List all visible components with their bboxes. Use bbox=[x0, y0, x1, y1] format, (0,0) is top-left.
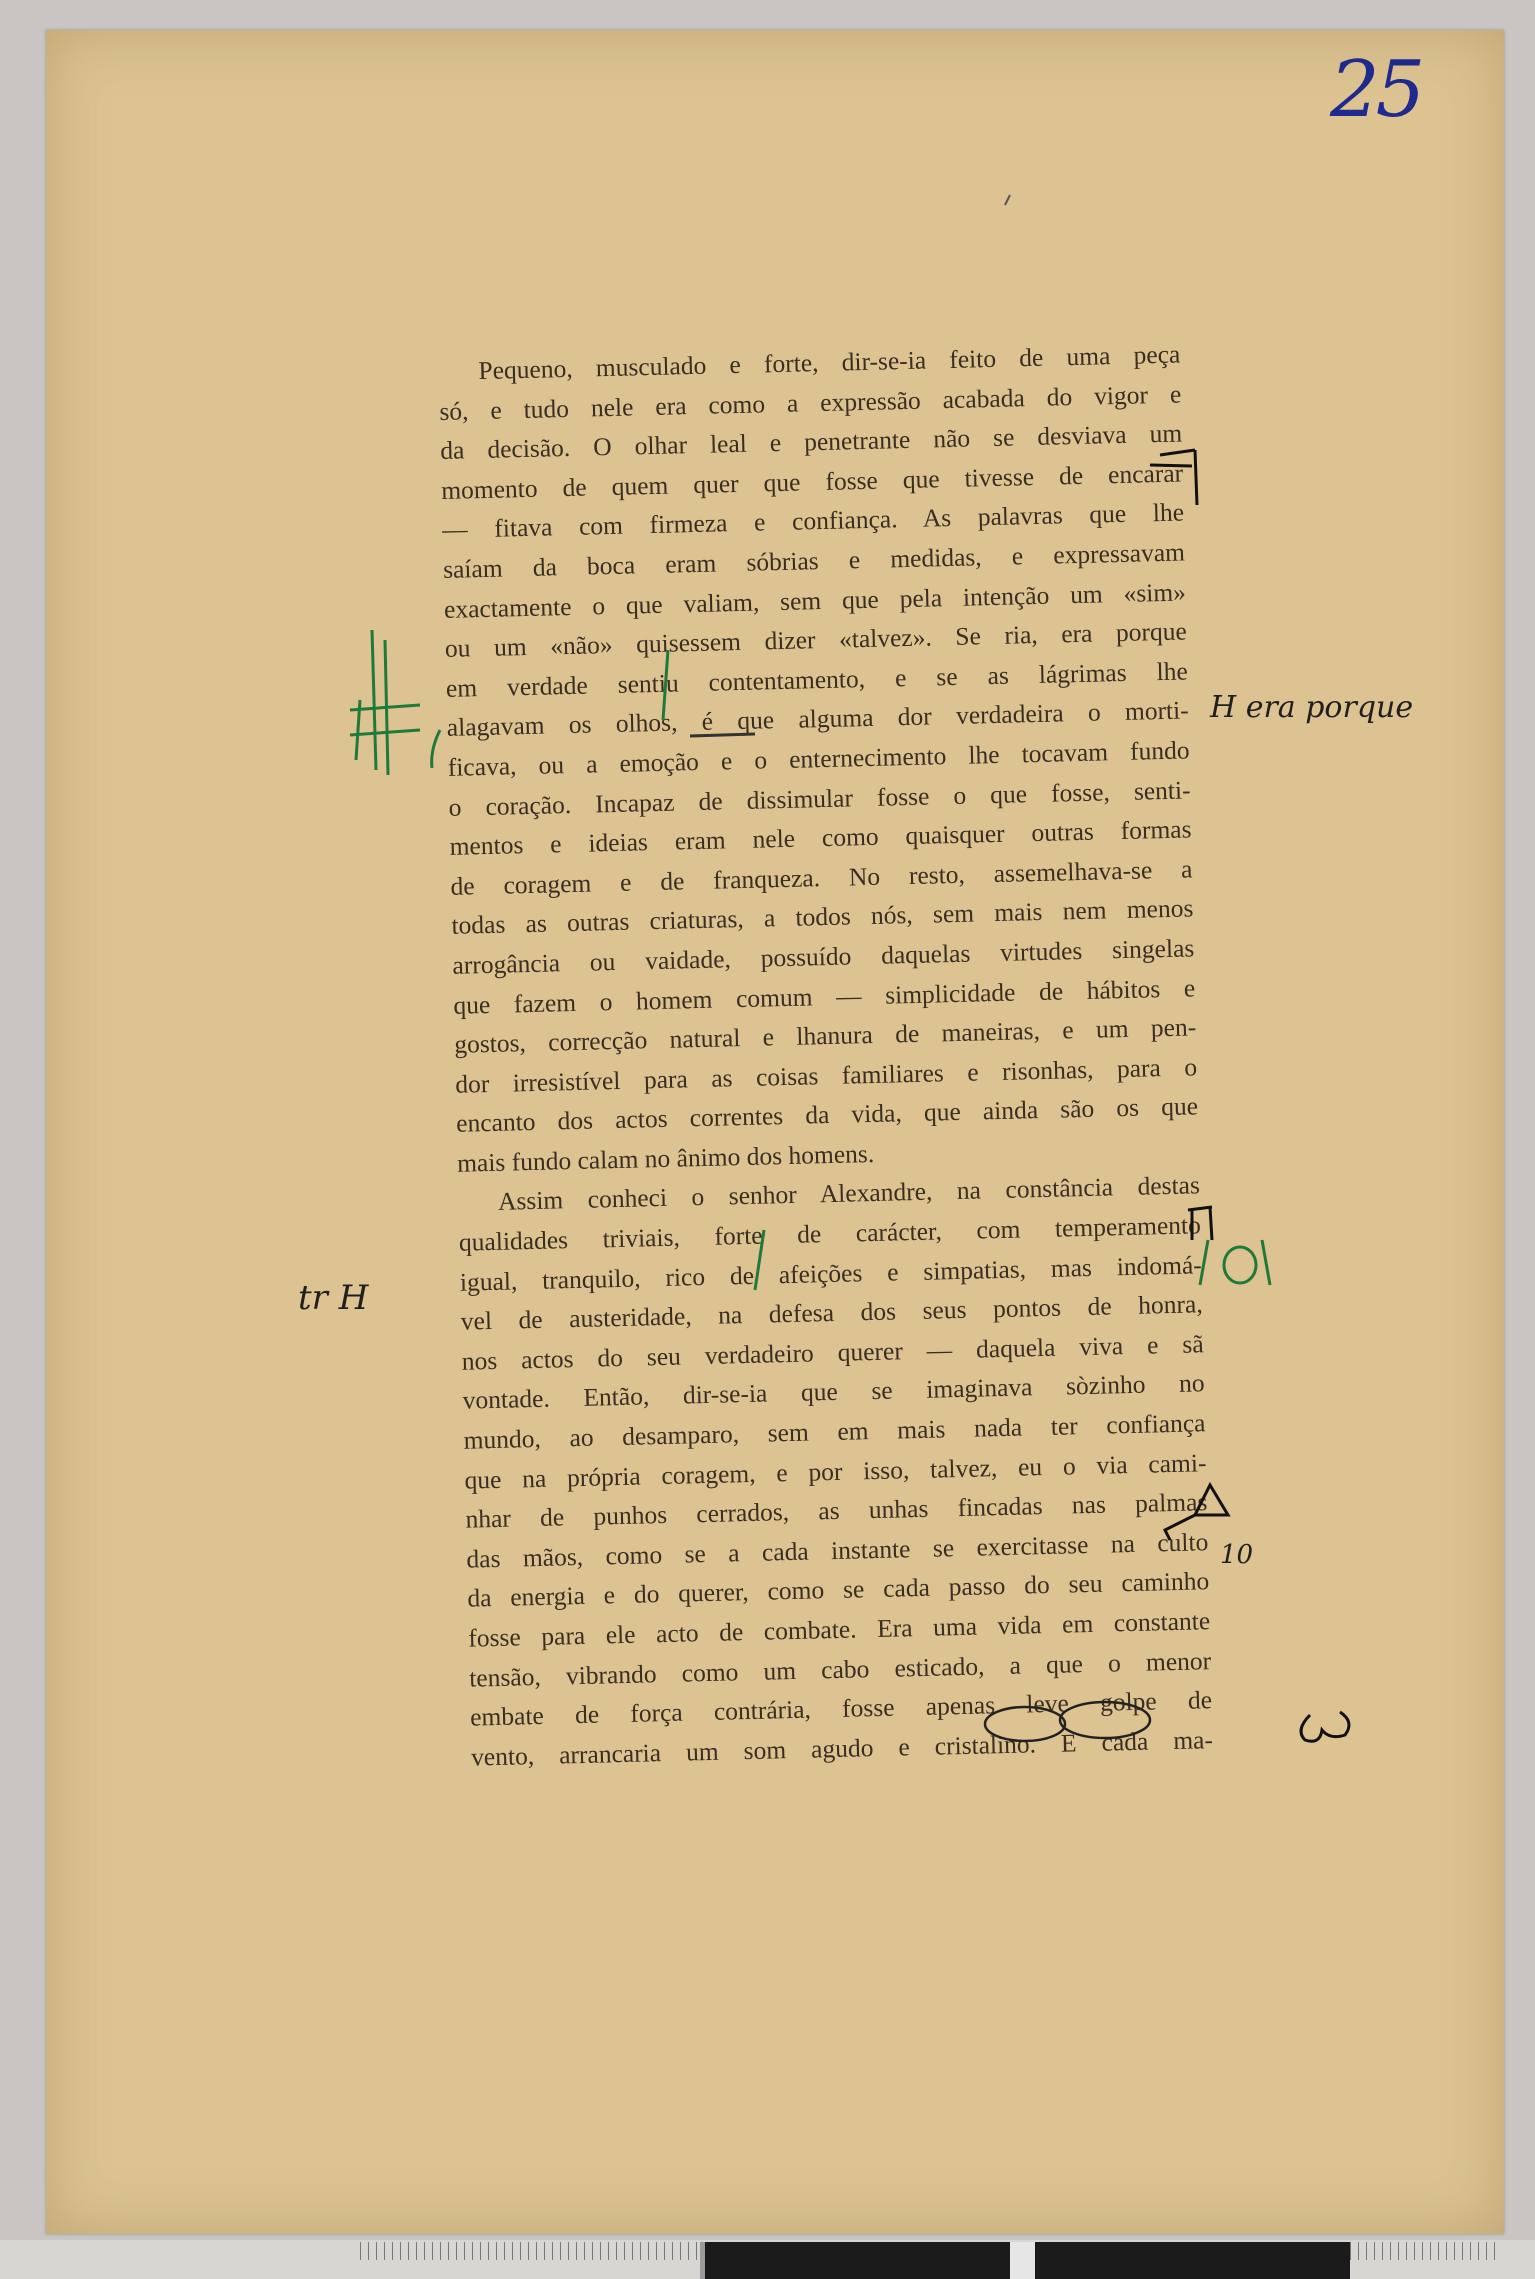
text-line: Assim conheci o senhor Alexandre, na constância destas bbox=[497, 1170, 1201, 1217]
text-line: gostos, correcção natural e lhanura de maneiras, e um pen- bbox=[453, 1012, 1197, 1059]
black-patch bbox=[705, 2242, 1010, 2279]
text-line: encanto dos actos correntes da vida, que ainda são os que bbox=[455, 1091, 1199, 1139]
text-line: alagavam os olhos, é que alguma dor verdadeira o morti- bbox=[446, 695, 1189, 743]
text-line: das mãos, como se a cada instante se exercitasse na culto bbox=[466, 1527, 1209, 1574]
text-line: mais fundo calam no ânimo dos homens. bbox=[456, 1138, 875, 1178]
paragraph-2 bbox=[458, 1166, 1214, 1777]
page-number: 25 bbox=[1330, 45, 1422, 135]
text-line: só, e tudo nele era como a expressão acabada do vigor e bbox=[439, 379, 1182, 426]
black-patch bbox=[1035, 2242, 1350, 2279]
text-line: que na própria coragem, e por isso, talvez, eu o via cami- bbox=[464, 1447, 1207, 1495]
text-line: arrogância ou vaidade, possuído daquelas virtudes singelas bbox=[452, 933, 1195, 980]
text-line: todas as outras criaturas, a todos nós, sem mais nem menos bbox=[451, 893, 1194, 941]
margin-note-right: H era porque bbox=[1210, 690, 1414, 725]
text-line: saíam da boca eram sóbrias e medidas, e expressavam bbox=[442, 537, 1186, 584]
text-line: da decisão. O olhar leal e penetrante não se desviava um bbox=[439, 418, 1183, 466]
text-line: nos actos do seu verdadeiro querer — daquela viva e sã bbox=[461, 1329, 1204, 1376]
text-line: exactamente o que valiam, sem que pela intenção um «sim» bbox=[443, 577, 1187, 624]
text-line: embate de força contrária, fosse apenas leve golpe de bbox=[469, 1685, 1213, 1732]
text-line: momento de quem quer que fosse que tivesse de encarar bbox=[440, 458, 1184, 505]
text-line: mentos e ideias eram nele como quaisquer outras formas bbox=[449, 814, 1192, 861]
text-line: vento, arrancaria um som agudo e cristalino. E cada ma- bbox=[470, 1724, 1214, 1772]
text-line: fosse para ele acto de combate. Era uma vida em constante bbox=[467, 1606, 1211, 1653]
margin-note-10: 10 bbox=[1220, 1540, 1254, 1570]
text-line: ou um «não» quisessem dizer «talvez». Se ria, era porque bbox=[444, 616, 1188, 664]
text-line: ficava, ou a emoção e o enternecimento lhe tocavam fundo bbox=[447, 735, 1190, 782]
text-line: dor irresistível para as coisas familiares e risonhas, para o bbox=[454, 1052, 1198, 1099]
body-text bbox=[438, 335, 1213, 1777]
white-patch bbox=[1010, 2242, 1035, 2279]
text-line: tensão, vibrando como um cabo esticado, a que o menor bbox=[468, 1645, 1212, 1693]
paragraph-1 bbox=[438, 335, 1199, 1184]
text-line: — fitava com firmeza e confiança. As palavras que lhe bbox=[441, 497, 1185, 545]
ruler-scale bbox=[1350, 2242, 1500, 2260]
text-line: vontade. Então, dir-se-ia que se imaginava sòzinho no bbox=[462, 1368, 1205, 1416]
text-line: em verdade sentiu contentamento, e se as lágrimas lhe bbox=[445, 656, 1189, 703]
text-line: que fazem o homem comum — simplicidade de hábitos e bbox=[453, 972, 1196, 1020]
text-line: nhar de punhos cerrados, as unhas fincadas nas palmas bbox=[465, 1487, 1208, 1534]
text-line: Pequeno, musculado e forte, dir-se-ia feito de uma peça bbox=[478, 339, 1181, 386]
text-line: igual, tranquilo, rico de afeições e simpatias, mas indomá- bbox=[459, 1249, 1203, 1297]
text-line: vel de austeridade, na defesa dos seus pontos de honra, bbox=[460, 1289, 1203, 1336]
ruler-scale bbox=[360, 2242, 700, 2260]
text-line: qualidades triviais, forte de carácter, com temperamento bbox=[458, 1210, 1202, 1257]
text-line: da energia e do querer, como se cada passo do seu caminho bbox=[467, 1566, 1210, 1614]
calibration-strip bbox=[0, 2240, 1535, 2279]
text-line: mundo, ao desamparo, sem em mais nada ter confiança bbox=[463, 1408, 1206, 1455]
text-line: de coragem e de franqueza. No resto, assemelhava-se a bbox=[450, 854, 1193, 901]
margin-note-left: tr H bbox=[298, 1278, 369, 1318]
text-line: o coração. Incapaz de dissimular fosse o que fosse, senti- bbox=[448, 774, 1191, 822]
